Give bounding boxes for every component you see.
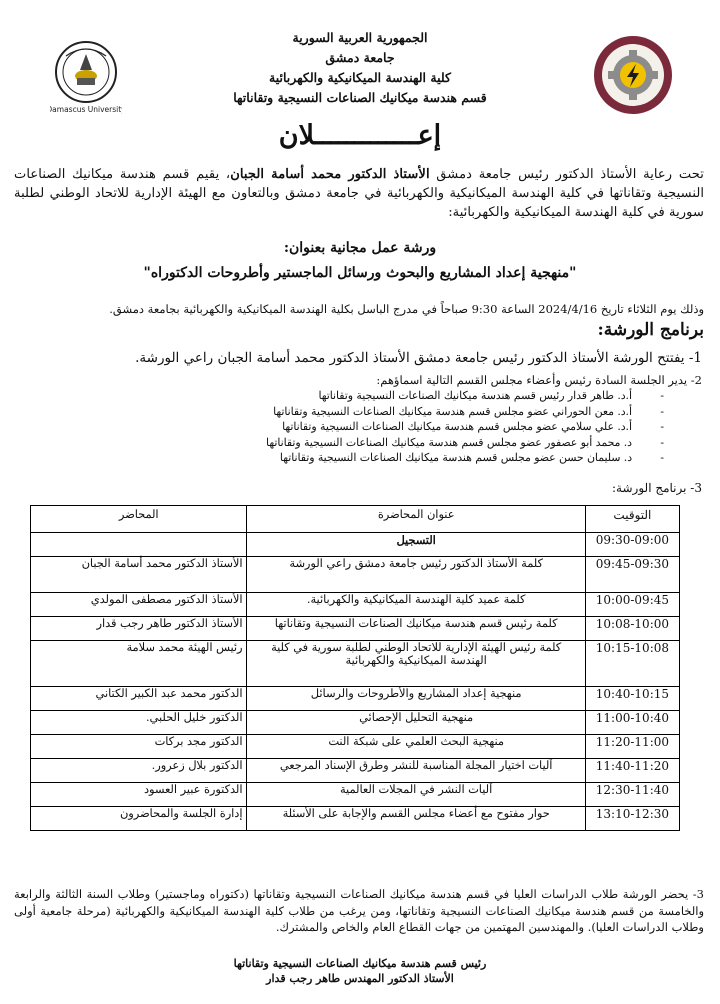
faculty-line: كلية الهندسة الميكانيكية والكهربائية bbox=[269, 70, 451, 85]
program-item-2: 2- يدير الجلسة السادة رئيس وأعضاء مجلس القسم التالية اسماؤهم: bbox=[376, 373, 702, 387]
cell-time: 11:20-11:00 bbox=[585, 735, 679, 759]
cell-speaker: الدكتور بلال زعرور. bbox=[31, 759, 247, 783]
cell-lecture: آليات النشر في المجلات العالمية bbox=[247, 783, 585, 807]
intro-text-b: ، يقيم قسم هندسة ميكانيك الصناعات النسيجية وتقاناتها في كلية الهندسة الميكانيكية والكهربائية في جامعة دمشق وبالتعاون مع الهيئة الإدارية للاتحاد الوطني لطلبة سورية في كلية الهندسة الميكانيكية والكهربائية: bbox=[14, 167, 704, 220]
cell-speaker: الأستاذ الدكتور محمد أسامة الجبان bbox=[31, 557, 247, 593]
cell-time: 11:40-11:20 bbox=[585, 759, 679, 783]
cell-lecture: كلمة عميد كلية الهندسة الميكانيكية والكهربائية. bbox=[247, 593, 585, 617]
date-location-line: وذلك يوم الثلاثاء تاريخ 2024/4/16 الساعة 9:30 صباحاً في مدرج الباسل بكلية الهندسة الميكانيكية والكهربائية بجامعة دمشق. bbox=[109, 302, 704, 316]
university-logo-text: Damascus University bbox=[50, 105, 122, 114]
cell-speaker: الأستاذ الدكتور طاهر رجب قدار bbox=[31, 617, 247, 641]
cell-time: 10:00-09:45 bbox=[585, 593, 679, 617]
cell-lecture: منهجية إعداد المشاريع والأطروحات والرسائل bbox=[247, 687, 585, 711]
header-time: التوقيت bbox=[585, 506, 679, 533]
table-row bbox=[31, 687, 680, 711]
cell-lecture: منهجية البحث العلمي على شبكة النت bbox=[247, 735, 585, 759]
program-item-1: 1- يفتتح الورشة الأستاذ الدكتور رئيس جامعة دمشق الأستاذ الدكتور محمد أسامة الجبان راعي الورشة. bbox=[135, 350, 702, 366]
intro-text-a: تحت رعاية الأستاذ الدكتور رئيس جامعة دمشق bbox=[429, 167, 704, 182]
header-speaker: المحاضر bbox=[31, 506, 247, 533]
university-line: جامعة دمشق bbox=[325, 50, 395, 65]
workshop-title: ورشة عمل مجانية بعنوان: bbox=[283, 240, 437, 256]
table-row bbox=[31, 759, 680, 783]
country-line: الجمهورية العربية السورية bbox=[292, 30, 428, 45]
table-row bbox=[31, 711, 680, 735]
workshop-topic: "منهجية إعداد المشاريع والبحوث ورسائل الماجستير وأطروحات الدكتوراه" bbox=[143, 265, 577, 281]
cell-time: 10:08-10:00 bbox=[585, 617, 679, 641]
table-row bbox=[31, 533, 680, 557]
list-item: -د. سليمان حسن عضو مجلس قسم هندسة ميكانيك الصناعات النسيجية وتقاناتها bbox=[279, 451, 664, 464]
committee-members-list bbox=[64, 388, 664, 466]
cell-speaker bbox=[31, 533, 247, 557]
cell-speaker: رئيس الهيئة محمد سلامة bbox=[31, 641, 247, 687]
department-line: قسم هندسة ميكانيك الصناعات النسيجية وتقاناتها bbox=[233, 90, 487, 105]
cell-time: 10:40-10:15 bbox=[585, 687, 679, 711]
cell-speaker: الدكتور محمد عبد الكبير الكتاني bbox=[31, 687, 247, 711]
university-logo bbox=[50, 36, 122, 116]
program-heading: برنامج الورشة: bbox=[597, 320, 704, 340]
cell-lecture: كلمة رئيس الهيئة الإدارية للاتحاد الوطني لطلبة سورية في كلية الهندسة الميكانيكية والكهربائية bbox=[247, 641, 585, 687]
intro-patron-name: الأستاذ الدكتور محمد أسامة الجبان bbox=[230, 167, 430, 182]
schedule-table bbox=[30, 505, 680, 831]
cell-speaker: الدكتور خليل الحلبي. bbox=[31, 711, 247, 735]
signature-role: رئيس قسم هندسة ميكانيك الصناعات النسيجية وتقاناتها bbox=[233, 957, 487, 970]
cell-speaker: إدارة الجلسة والمحاضرون bbox=[31, 807, 247, 831]
table-row bbox=[31, 557, 680, 593]
cell-lecture: كلمة رئيس قسم هندسة ميكانيك الصناعات النسيجية وتقاناتها bbox=[247, 617, 585, 641]
cell-time: 12:30-11:40 bbox=[585, 783, 679, 807]
page-title: إعـــــــــــــلان bbox=[278, 120, 442, 151]
cell-time: 09:45-09:30 bbox=[585, 557, 679, 593]
cell-time: 11:00-10:40 bbox=[585, 711, 679, 735]
table-row bbox=[31, 641, 680, 687]
attendance-note: 3- يحضر الورشة طلاب الدراسات العليا في قسم هندسة ميكانيك الصناعات النسيجية وتقاناتها (دكتوراه وماجستير) وطلاب السنة الثالثة والرابعة والخامسة من قسم هندسة ميكانيك الصناعات النسيجية وتقاناتها، ومن يرغب من طلاب كلية الهندسة الميكانيكية والكهربائية (مرحلة جامعية أولى وطلاب الدراسات العليا). والمهندسين المهتمين من جهات القطاع العام والخاص والمشترك. bbox=[14, 887, 704, 934]
table-header-row bbox=[31, 506, 680, 533]
cell-speaker: الدكتور مجد بركات bbox=[31, 735, 247, 759]
cell-time: 09:30-09:00 bbox=[585, 533, 679, 557]
cell-time: 13:10-12:30 bbox=[585, 807, 679, 831]
table-row bbox=[31, 617, 680, 641]
signature-name: الأستاذ الدكتور المهندس طاهر رجب قدار bbox=[266, 972, 454, 985]
table-row bbox=[31, 735, 680, 759]
cell-speaker: الدكتورة عبير العسود bbox=[31, 783, 247, 807]
intro-paragraph bbox=[14, 165, 704, 222]
letterhead-text bbox=[180, 28, 540, 108]
faculty-logo bbox=[592, 34, 674, 116]
list-item: -أ.د. علي سلامي عضو مجلس قسم هندسة ميكانيك الصناعات النسيجية وتقاناتها bbox=[282, 420, 664, 433]
table-row bbox=[31, 593, 680, 617]
cell-time: 10:15-10:08 bbox=[585, 641, 679, 687]
list-item: -أ.د. طاهر قدار رئيس قسم هندسة ميكانيك الصناعات النسيجية وتقاناتها bbox=[318, 389, 664, 402]
table-row bbox=[31, 783, 680, 807]
header-lecture: عنوان المحاضرة bbox=[247, 506, 585, 533]
cell-lecture: آليات اختيار المجلة المناسبة للنشر وطرق الإسناد المرجعي bbox=[247, 759, 585, 783]
cell-lecture: منهجية التحليل الإحصائي bbox=[247, 711, 585, 735]
cell-lecture: حوار مفتوح مع أعضاء مجلس القسم والإجابة على الأسئلة bbox=[247, 807, 585, 831]
letterhead bbox=[0, 28, 720, 118]
table-row bbox=[31, 807, 680, 831]
program-item-3: 3- برنامج الورشة: bbox=[612, 481, 702, 495]
list-item: -أ.د. معن الحوراني عضو مجلس قسم هندسة ميكانيك الصناعات النسيجية وتقاناتها bbox=[273, 404, 664, 418]
cell-lecture: التسجيل bbox=[247, 533, 585, 557]
cell-speaker: الأستاذ الدكتور مصطفى المولدي bbox=[31, 593, 247, 617]
list-item: -د. محمد أبو عصفور عضو مجلس قسم هندسة ميكانيك الصناعات النسيجية وتقاناتها bbox=[266, 435, 664, 449]
cell-lecture: كلمة الأستاذ الدكتور رئيس جامعة دمشق راعي الورشة bbox=[247, 557, 585, 593]
